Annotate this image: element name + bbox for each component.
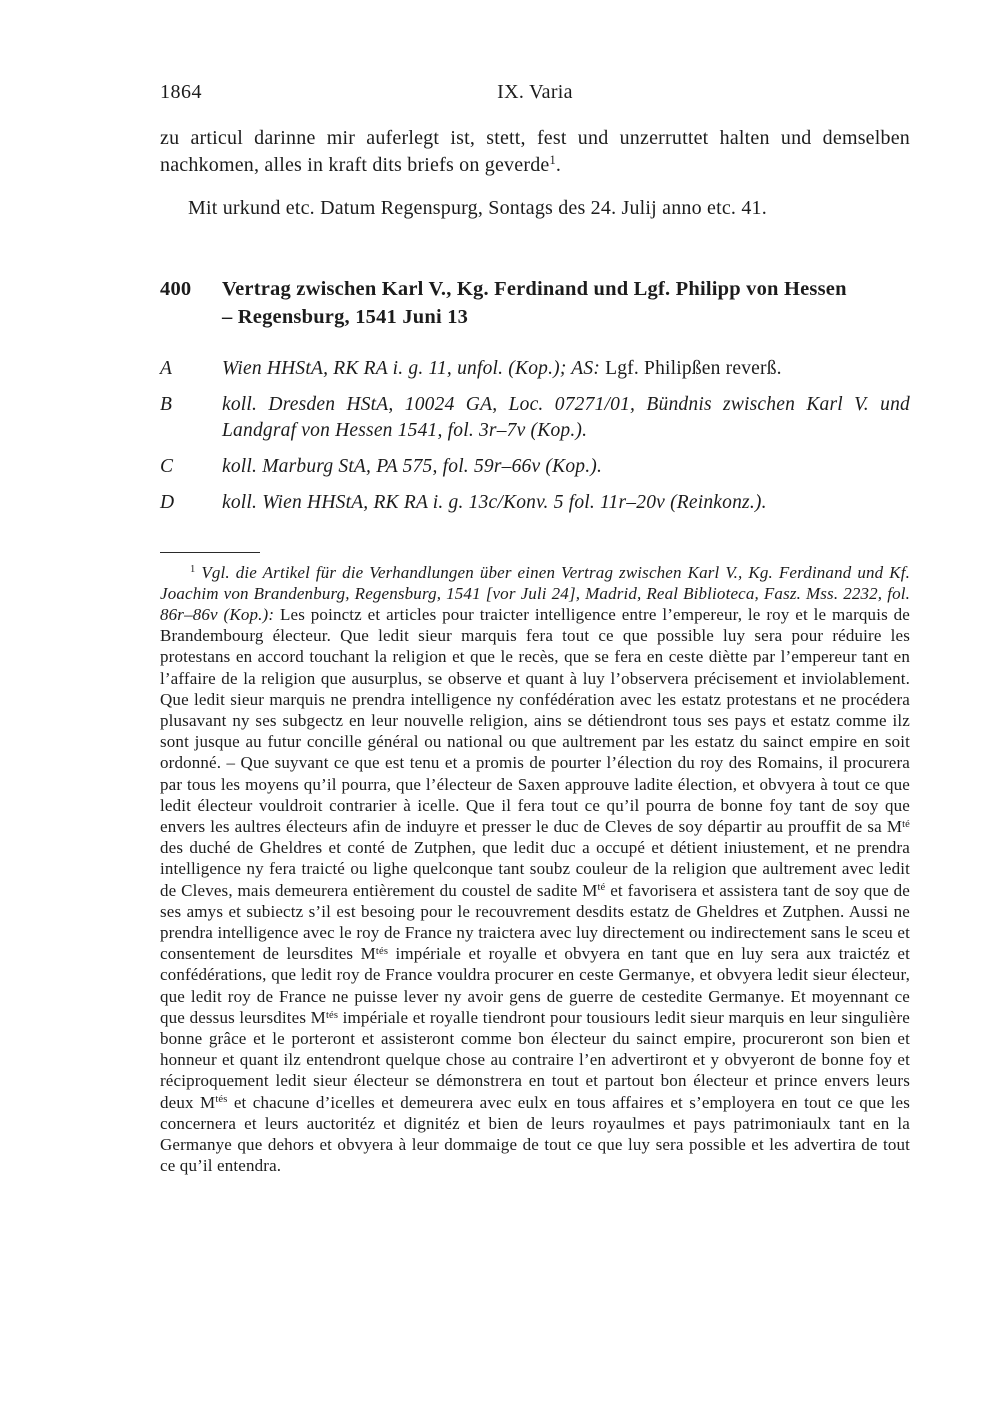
- source-text: Wien HHStA, RK RA i. g. 11, unfol. (Kop.); AS: Lgf. Philipßen reverß.: [222, 357, 782, 379]
- source-letter: D: [160, 491, 175, 513]
- footnote-separator-rule: [160, 552, 260, 553]
- source-text: koll. Dresden HStA, 10024 GA, Loc. 07271/01, Bündnis zwischen Karl V. und Landgraf von Hessen 1541, fol. 3r–7v (Kop.).: [222, 393, 910, 441]
- source-letter: A: [160, 357, 172, 379]
- source-item-c: [160, 454, 910, 480]
- source-item-a: [160, 356, 910, 382]
- paragraph-datum: Mit urkund etc. Datum Regenspurg, Sontags des 24. Julij anno etc. 41.: [188, 197, 767, 219]
- entry-title-line2: – Regensburg, 1541 Juni 13: [222, 305, 469, 328]
- entry-number: 400: [160, 277, 192, 300]
- footnote-1: $^1$ Vgl. die Artikel für die Verhandlungen über einen Vertrag zwischen Karl V., Kg. Ferdinand und Kf. Joachim von Brandenburg, Regensburg, 1541 [vor Juli 24], Madrid, Real Biblioteca, Fasz. Mss. 2232, fol. 86r–86v (Kop.): Les poinctz et articles pour traicter intelligence entre l’empereur, le roy et le marquis de Brandembourg électeur. Que ledit sieur marquis fera tout ce que possible luy sera pour réduire les protestans en accord touchant la religion et que le recès, que se fera en ceste diètte par l’empereur tant en l’affaire de la religion que ausurplus, se observe et quant à luy l’observera précisement et inviolablement. Que ledit sieur marquis ne prendra intelligence ny confédération avec les estatz protestans et ne procédera plusavant ny ses subgectz en leur nouvelle religion, ains se détiendront tous ses pays et estatz comme ilz sont jusque au futur concille général ou national ou que aultrement par les estatz du sainct empire en soit ordonné. – Que suyvant ce que est tenu et a promis de pourter l’élection du roy des Romains, il procurera par tous les moyens qu’il pourra, que l’électeur de Saxen approuve ladite élection, et obvyera à tout ce que ledit électeur vouldroit contrarier à icelle. Que il fera tout ce qu’il pourra de bonne foy tant de soy que envers les aultres électeurs afin de induyre et presser le duc de Cleves de soy départir au prouffit de sa $M^{té}$ des duché de Gheldres et conté de Zutphen, que ledit duc a occupé et détient iniustement, et ne prendra intelligence ny fera traicté ou lighe quelconque tant soubz couleur de la religion que aultrement avec ledit de Cleves, mais demeurera entièrement du coustel de sadite $M^{té}$ et favorisera et assistera tant de soy que de ses amys et subiectz s’il est besoing pour le recouvrement desdits estatz de Gheldres et Zutphen. Aussi ne prendra intelligence avec le roy de France ny traictera avec luy directement ou indirectement sans le sceu et consentement de leursdites $M^{tés}$ impériale et royalle et obvyera en tant que en luy sera aux traictéz et confédérations, que ledit roy de France vouldra procurer en ceste Germanye, et obvyera ledit sieur électeur, que ledit roy de France ne puisse lever ny avoir gens de guerre de cestedite Germanye. Et moyennant ce que dessus leursdites $M^{tés}$ impériale et royalle tiendront pour tousiours ledit sieur marquis en leur singulière bonne grâce et le porteront et assisteront comme bon électeur du sainct empire, procureront son bien et honneur et quant ilz entendront quelque chose au contraire l’en advertiront et y obvyeront de bonne foy et réciproquement ledit sieur électeur se démonstrera en tout et partout bon électeur et prince envers leurs deux $M^{tés}$ et chacune d’icelles et demeurera avec eulx en tous affaires et s’employera en tout ce que les concernera et leurs auctoritéz et dignitéz et bien de leurs royaulmes et pays patrimoniaulx tant en la Germanye que dehors et obvyera à leur dommaige de tout ce que luy sera possible et les advertira de tout ce qu’il entendra.: [160, 562, 911, 1176]
- running-title: IX. Varia: [497, 81, 573, 103]
- entry-heading: [160, 275, 910, 331]
- paragraph-continuation: zu articul darinne mir auferlegt ist, stett, fest und unzerruttet halten und demselben nachkomen, alles in kraft dits briefs on geverde$^1$.: [160, 127, 910, 176]
- entry-title-line1: Vertrag zwischen Karl V., Kg. Ferdinand und Lgf. Philipp von Hessen: [222, 277, 847, 300]
- footnote-section: [160, 552, 910, 1177]
- source-list: [160, 356, 910, 516]
- source-text: koll. Marburg StA, PA 575, fol. 59r–66v (Kop.).: [222, 455, 603, 477]
- source-text: koll. Wien HHStA, RK RA i. g. 13c/Konv. 5 fol. 11r–20v (Reinkonz.).: [222, 491, 767, 513]
- running-head: [160, 80, 910, 104]
- source-letter: C: [160, 455, 174, 477]
- entry-title: [222, 275, 910, 331]
- source-item-d: [160, 490, 910, 516]
- page-number: 1864: [160, 81, 202, 103]
- source-letter: B: [160, 393, 172, 415]
- source-item-b: [160, 392, 910, 444]
